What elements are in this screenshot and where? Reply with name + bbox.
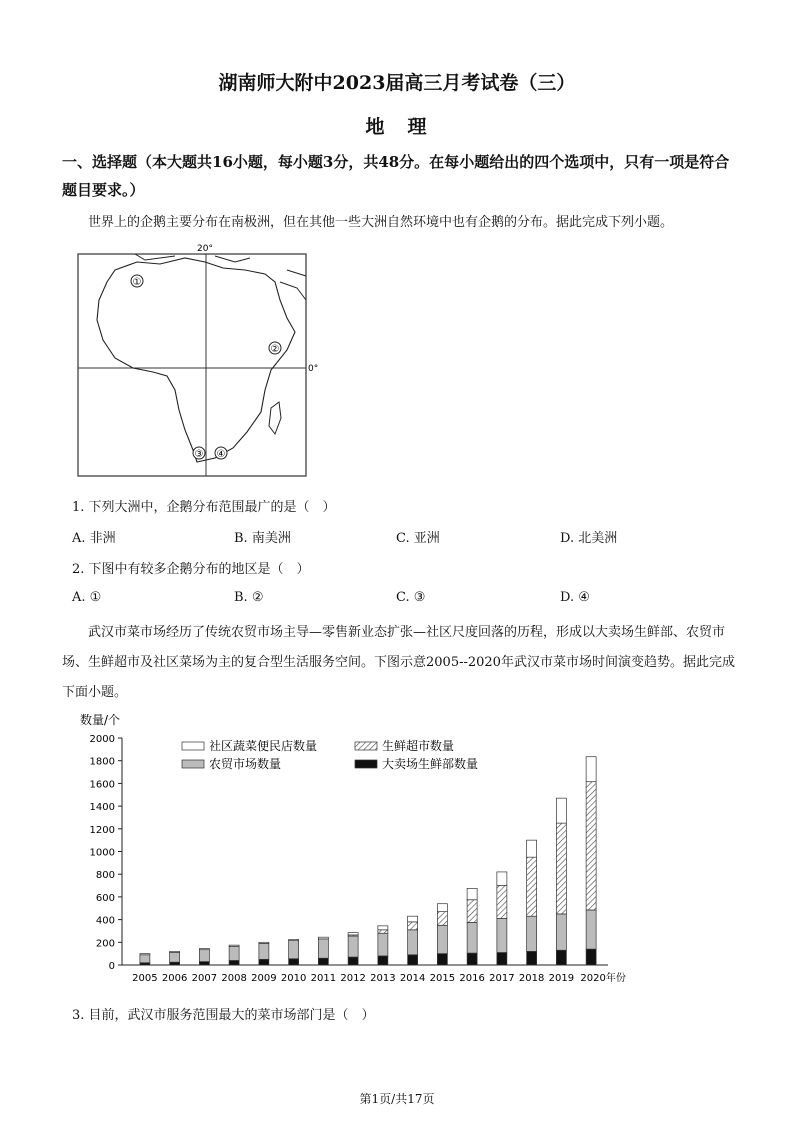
- bar-segment: [318, 937, 328, 939]
- question-2-option-a[interactable]: A. ①: [72, 590, 102, 605]
- madagascar-outline: [269, 402, 281, 434]
- marker-2: ②: [270, 344, 280, 355]
- map-frame: [78, 254, 306, 476]
- bar-segment: [497, 953, 507, 965]
- lat-label: 0°: [308, 364, 319, 374]
- x-tick-label: 2018: [518, 973, 545, 984]
- bar-segment: [170, 951, 180, 952]
- x-tick-label: 2006: [161, 973, 188, 984]
- bar-segment: [289, 959, 299, 965]
- question-1-option-b[interactable]: B. 南美洲: [234, 531, 291, 546]
- x-tick-label: 2011: [310, 973, 337, 984]
- question-2-option-d[interactable]: D. ④: [560, 590, 590, 605]
- y-tick-label: 1000: [89, 847, 115, 859]
- y-tick-label: 1800: [89, 756, 115, 768]
- bar-segment: [348, 936, 358, 957]
- bar-segment: [378, 956, 388, 965]
- x-tick-label: 2017: [489, 973, 515, 984]
- legend-swatch: [355, 760, 377, 768]
- bar-segment: [408, 955, 418, 965]
- legend-swatch: [355, 742, 377, 750]
- bar-segment: [586, 910, 596, 949]
- bar-segment: [170, 962, 180, 965]
- bar-segment: [437, 904, 447, 912]
- x-tick-label: 2013: [370, 973, 396, 984]
- bar-segment: [199, 950, 209, 962]
- europe-outline: [135, 254, 250, 262]
- subject-title: 地 理: [365, 116, 429, 138]
- y-tick-label: 1200: [89, 824, 115, 836]
- x-tick-label: 2005: [132, 973, 158, 984]
- y-tick-label: 1600: [89, 779, 115, 791]
- bar-segment: [140, 954, 150, 955]
- bar-segment: [199, 949, 209, 950]
- bar-segment: [199, 962, 209, 965]
- legend-label: 农贸市场数量: [209, 757, 282, 771]
- legend-label: 社区蔬菜便民店数量: [209, 739, 318, 753]
- bar-segment: [408, 930, 418, 955]
- exam-title: 湖南师大附中2023届高三月考试卷（三）: [218, 72, 576, 94]
- marker-3: ③: [194, 449, 204, 460]
- bar-segment: [437, 925, 447, 953]
- x-tick-label: 2008: [221, 973, 247, 984]
- y-axis-label: 数量/个: [80, 713, 121, 727]
- bar-segment: [170, 953, 180, 963]
- bar-segment: [586, 757, 596, 782]
- question-1-stem: 1. 下列大洲中，企鹅分布范围最广的是（ ）: [72, 500, 336, 515]
- bar-segment: [586, 782, 596, 910]
- y-tick-label: 200: [95, 938, 115, 950]
- bar-segment: [378, 930, 388, 933]
- y-tick-label: 800: [95, 870, 115, 882]
- page-footer: 第1页/共17页: [359, 1092, 435, 1106]
- bar-segment: [556, 798, 566, 823]
- bar-segment: [229, 945, 239, 946]
- legend-swatch: [182, 760, 204, 768]
- marker-1: ①: [132, 277, 142, 288]
- x-tick-label: 2012: [340, 973, 366, 984]
- bar-segment: [289, 939, 299, 940]
- bar-segment: [527, 951, 537, 965]
- question-2-option-c[interactable]: C. ③: [396, 590, 426, 605]
- y-tick-label: 1400: [89, 802, 115, 814]
- bar-segment: [259, 959, 269, 965]
- bar-segment: [556, 914, 566, 950]
- bar-segment: [586, 949, 596, 965]
- x-tick-label: 2019: [548, 973, 575, 984]
- bar-segment: [497, 872, 507, 886]
- question-3-stem: 3. 目前，武汉市服务范围最大的菜市场部门是（ ）: [72, 1008, 375, 1023]
- question-1-option-c[interactable]: C. 亚洲: [396, 531, 440, 546]
- bar-segment: [467, 888, 477, 899]
- bar-segment: [289, 941, 299, 959]
- x-tick-label: 2007: [191, 973, 218, 984]
- bar-segment: [348, 957, 358, 965]
- x-tick-label: 2015: [429, 973, 456, 984]
- x-tick-label: 2009: [251, 973, 277, 984]
- bar-segment: [437, 912, 447, 926]
- bar-segment: [527, 916, 537, 951]
- bar-segment: [229, 960, 239, 965]
- x-tick-label: 2020年份: [580, 973, 626, 984]
- question-2-stem: 2. 下图中有较多企鹅分布的地区是（ ）: [72, 562, 310, 577]
- y-tick-label: 0: [108, 961, 115, 972]
- question-1-option-a[interactable]: A. 非洲: [72, 531, 116, 546]
- x-tick-label: 2010: [280, 973, 307, 984]
- bar-segment: [467, 953, 477, 965]
- question-1-option-d[interactable]: D. 北美洲: [560, 531, 618, 546]
- bar-segment: [408, 922, 418, 930]
- africa-map: [75, 240, 325, 480]
- wuhan-market-chart: [60, 708, 640, 988]
- africa-outline: [97, 258, 295, 462]
- bar-segment: [467, 900, 477, 923]
- bar-segment: [378, 926, 388, 930]
- bar-segment: [318, 958, 328, 965]
- bar-segment: [556, 823, 566, 914]
- bar-segment: [259, 943, 269, 959]
- legend-label: 生鲜超市数量: [382, 739, 455, 753]
- bar-segment: [140, 955, 150, 963]
- legend-label: 大卖场生鲜部数量: [382, 757, 479, 771]
- bar-segment: [556, 950, 566, 965]
- bar-segment: [467, 922, 477, 953]
- bar-segment: [527, 857, 537, 916]
- bar-segment: [229, 946, 239, 960]
- x-tick-label: 2016: [459, 973, 485, 984]
- marker-4: ④: [216, 449, 226, 460]
- bar-segment: [318, 939, 328, 958]
- bar-segment: [527, 840, 537, 857]
- arabia-outline: [280, 270, 306, 300]
- bar-segment: [348, 933, 358, 935]
- bar-segment: [497, 886, 507, 919]
- legend-swatch: [182, 742, 204, 750]
- bar-segment: [378, 933, 388, 956]
- y-tick-label: 2000: [89, 734, 115, 745]
- bar-segment: [408, 916, 418, 922]
- bar-segment: [497, 918, 507, 952]
- bar-segment: [437, 954, 447, 965]
- passage-wuhan: 武汉市菜市场经历了传统农贸市场主导—零售新业态扩张—社区尺度回落的历程，形成以大卖场生鲜部、农贸市场、生鲜超市及社区菜场为主的复合型生活服务空间。下图示意2005--2020年武汉市菜市场时间演变趋势。据此完成下面小题。: [62, 625, 735, 700]
- question-2-option-b[interactable]: B. ②: [234, 590, 264, 605]
- bar-segment: [259, 942, 269, 943]
- y-tick-label: 400: [95, 915, 115, 927]
- section-heading: 一、选择题（本大题共16小题，每小题3分，共48分。在每小题给出的四个选项中，只有一项是符合题目要求。）: [62, 153, 730, 199]
- x-tick-label: 2014: [399, 973, 426, 984]
- passage-penguin: 世界上的企鹅主要分布在南极洲，但在其他一些大洲自然环境中也有企鹅的分布。据此完成下列小题。: [88, 215, 674, 230]
- lon-label: 20°: [197, 244, 213, 254]
- y-tick-label: 600: [95, 892, 115, 904]
